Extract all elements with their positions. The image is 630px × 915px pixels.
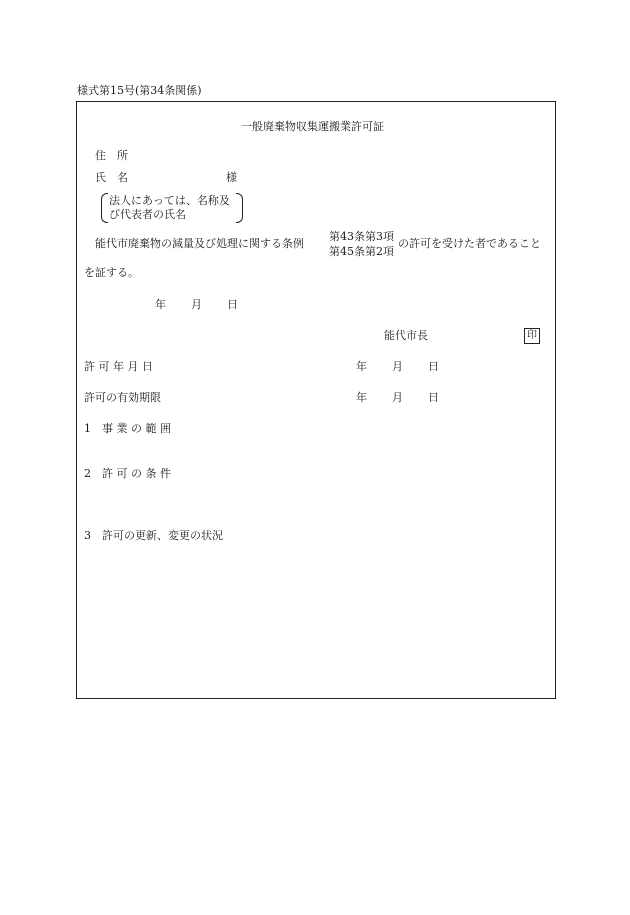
note-bracket-left (101, 193, 108, 223)
body-text-suffix: の許可を受けた者であること (398, 237, 541, 250)
article-reference-1: 第43条第3項 (329, 230, 394, 243)
issue-day: 日 (227, 298, 238, 311)
seal-box: 印 (524, 328, 540, 344)
permit-year: 年 (356, 360, 367, 373)
mayor-title: 能代市長 (384, 329, 428, 342)
permit-month: 月 (392, 360, 403, 373)
form-number: 様式第15号(第34条関係) (77, 84, 202, 97)
section-renewal-status: 3 許可の更新、変更の状況 (84, 529, 223, 542)
body-text-line2: を証する。 (84, 266, 139, 279)
validity-day: 日 (428, 391, 439, 404)
body-text-prefix: 能代市廃棄物の減量及び処理に関する条例 (95, 237, 304, 250)
section-conditions: 2 許 可 の 条 件 (84, 467, 171, 480)
permit-date-label: 許 可 年 月 日 (84, 360, 153, 373)
issue-year: 年 (155, 298, 166, 311)
validity-year: 年 (356, 391, 367, 404)
name-label: 氏 名 (95, 171, 128, 184)
permit-day: 日 (428, 360, 439, 373)
corporation-note-line2: び代表者の氏名 (109, 208, 186, 221)
address-label: 住 所 (95, 149, 128, 162)
validity-label: 許可の有効期限 (84, 391, 161, 404)
honorific: 様 (226, 171, 237, 184)
note-bracket-right (236, 193, 243, 223)
corporation-note-line1: 法人にあっては、名称及 (109, 194, 230, 207)
section-scope: 1 事 業 の 範 囲 (84, 422, 171, 435)
validity-month: 月 (392, 391, 403, 404)
article-reference-2: 第45条第2項 (329, 245, 394, 258)
issue-month: 月 (191, 298, 202, 311)
document-title: 一般廃棄物収集運搬業許可証 (241, 120, 384, 133)
